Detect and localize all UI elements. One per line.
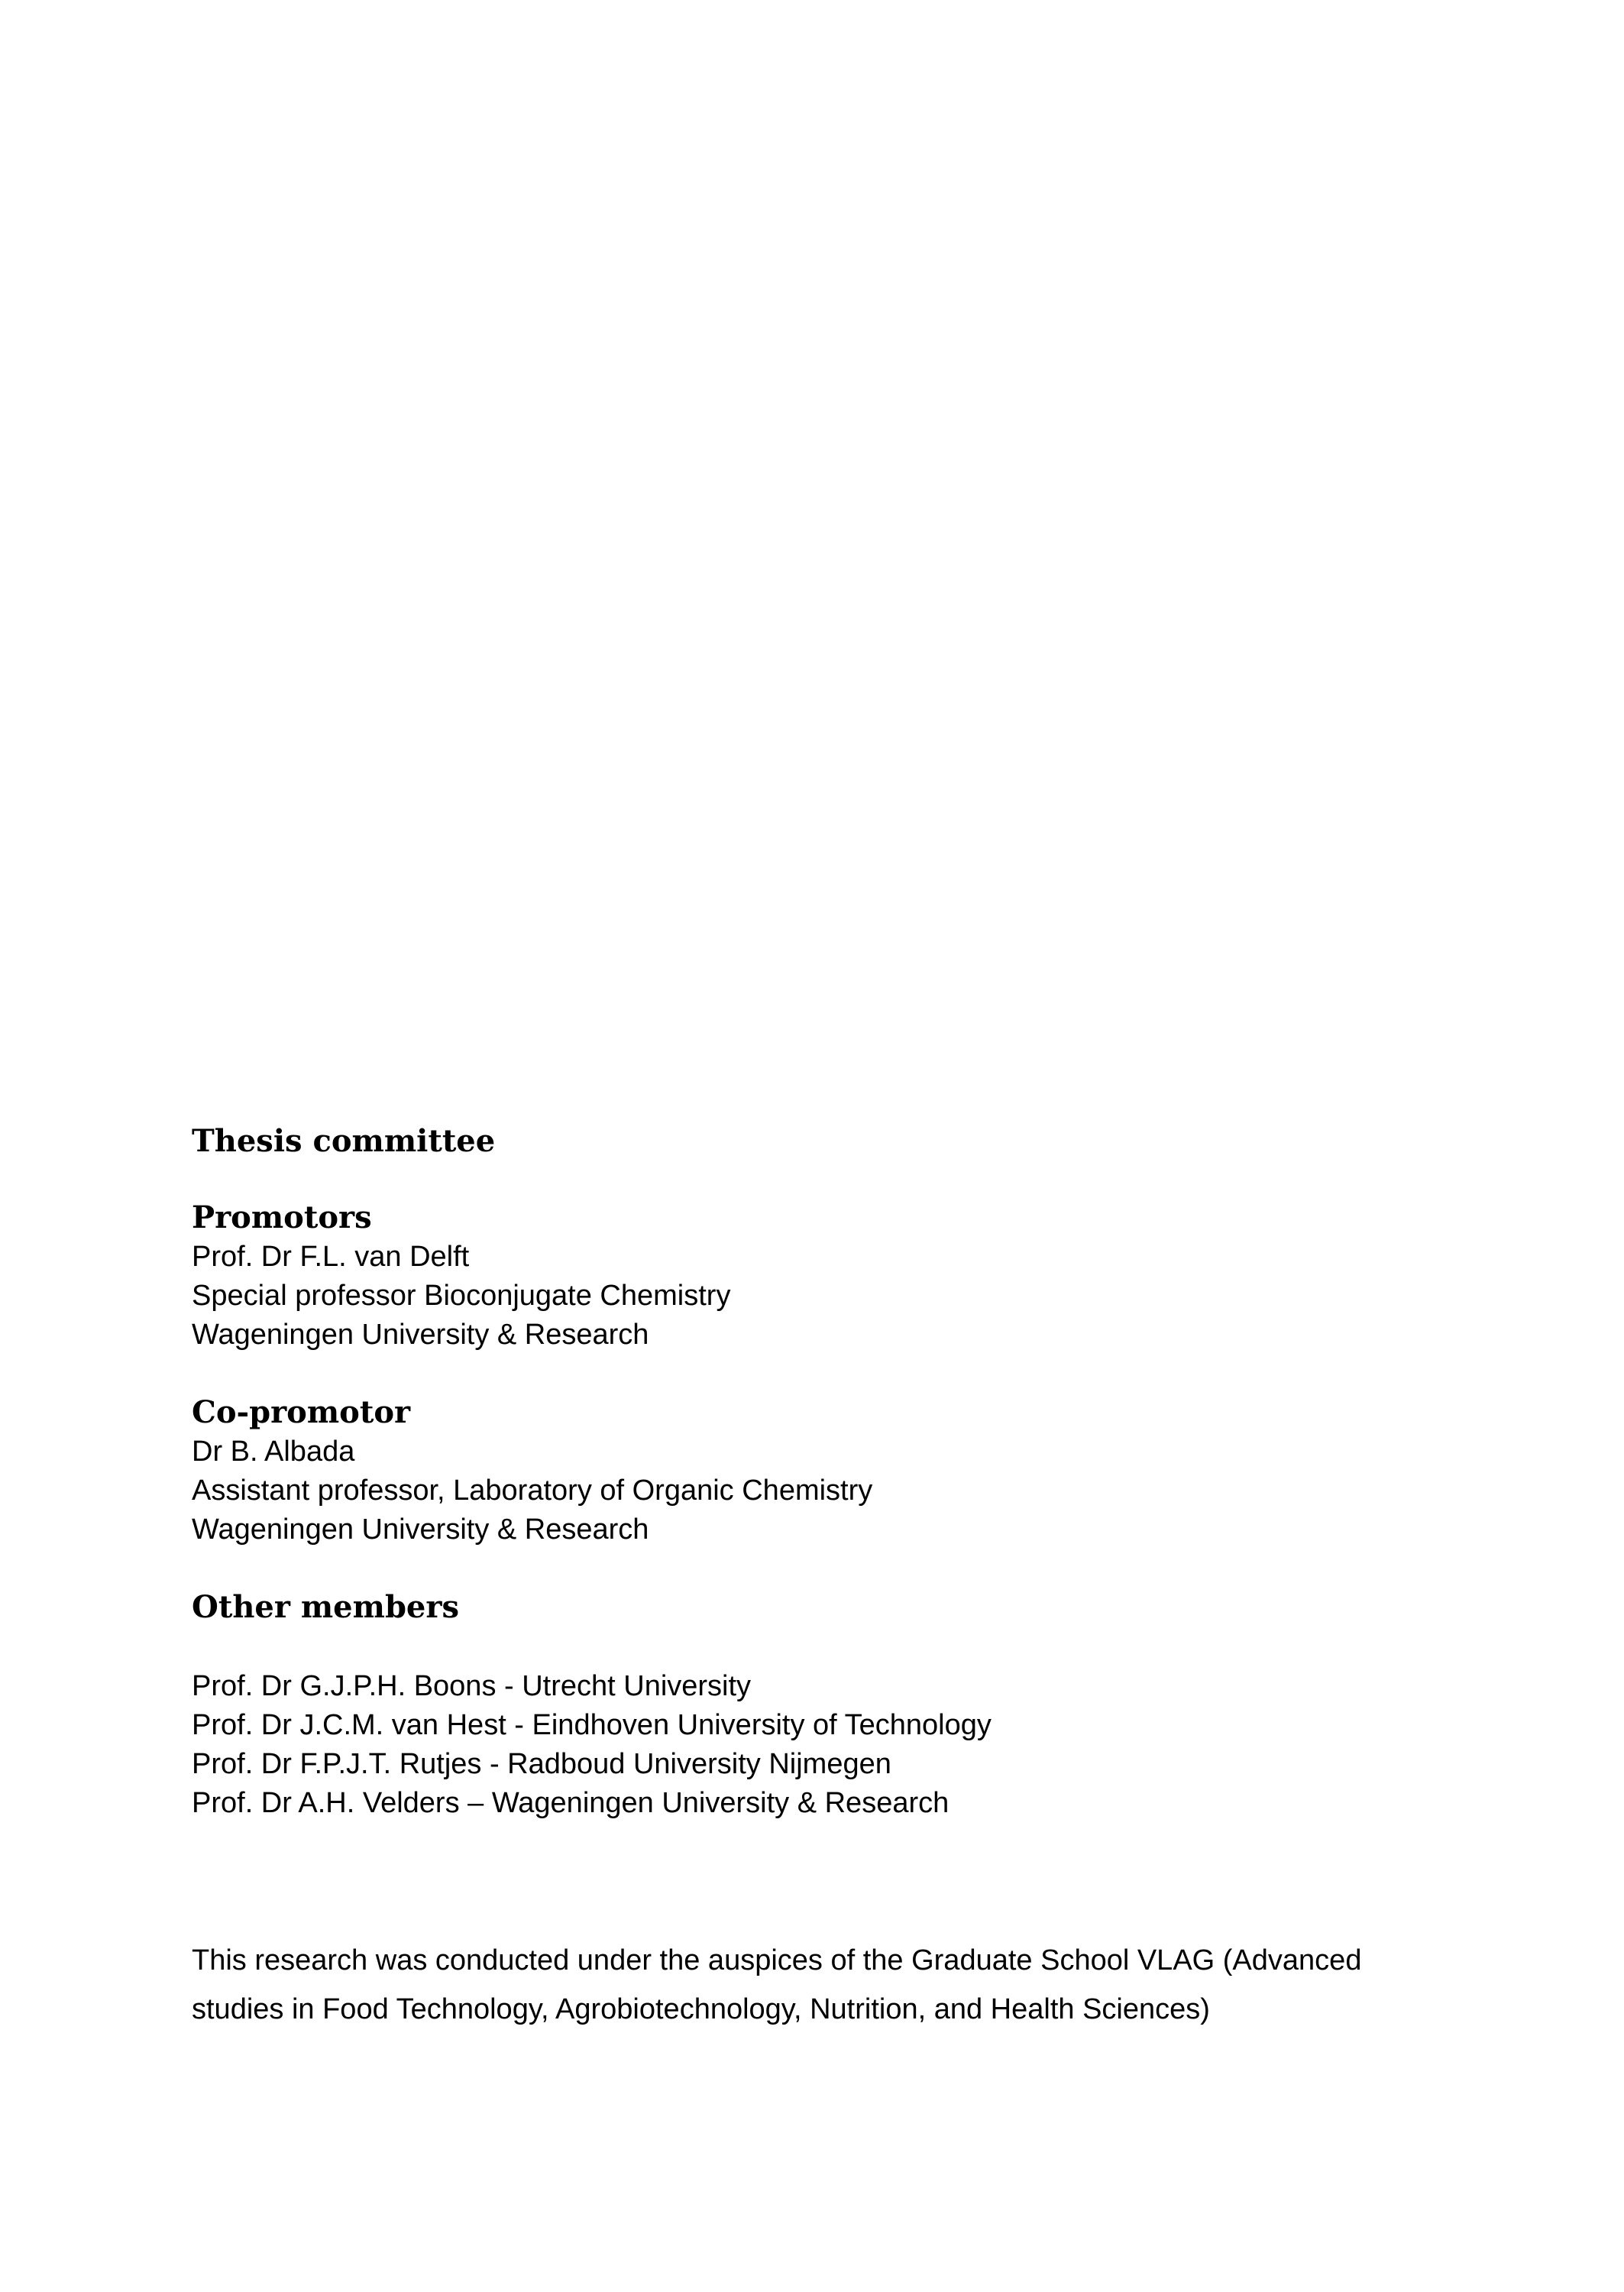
note-line: This research was conducted under the auspices of the Graduate School VLAG (Advanced — [192, 1944, 1362, 1976]
graduate-school-note — [192, 1936, 1490, 2034]
co-promotor-institution: Wageningen University & Research — [192, 1513, 649, 1546]
other-members-list — [192, 1667, 1490, 1823]
promotor-name: Prof. Dr F.L. van Delft — [192, 1241, 470, 1273]
promotors-section — [192, 1198, 1490, 1355]
co-promotor-name: Dr B. Albada — [192, 1436, 355, 1468]
promotors-heading: Promotors — [192, 1199, 372, 1235]
member-entry: Prof. Dr A.H. Velders – Wageningen University & Research — [192, 1787, 949, 1819]
co-promotor-position: Assistant professor, Laboratory of Organic Chemistry — [192, 1475, 873, 1507]
co-promotor-section — [192, 1393, 1490, 1549]
note-line: studies in Food Technology, Agrobiotechnology, Nutrition, and Health Sciences) — [192, 1993, 1210, 2025]
promotor-institution: Wageningen University & Research — [192, 1319, 649, 1351]
thesis-committee-title: Thesis committee — [192, 1123, 496, 1159]
committee-block — [192, 1122, 1490, 2034]
member-entry: Prof. Dr F.P.J.T. Rutjes - Radboud University Nijmegen — [192, 1748, 891, 1780]
member-entry: Prof. Dr J.C.M. van Hest - Eindhoven University of Technology — [192, 1709, 992, 1741]
co-promotor-heading: Co-promotor — [192, 1394, 411, 1430]
other-members-heading: Other members — [192, 1589, 459, 1625]
promotor-position: Special professor Bioconjugate Chemistry — [192, 1280, 731, 1312]
member-entry: Prof. Dr G.J.P.H. Boons - Utrecht University — [192, 1670, 752, 1702]
